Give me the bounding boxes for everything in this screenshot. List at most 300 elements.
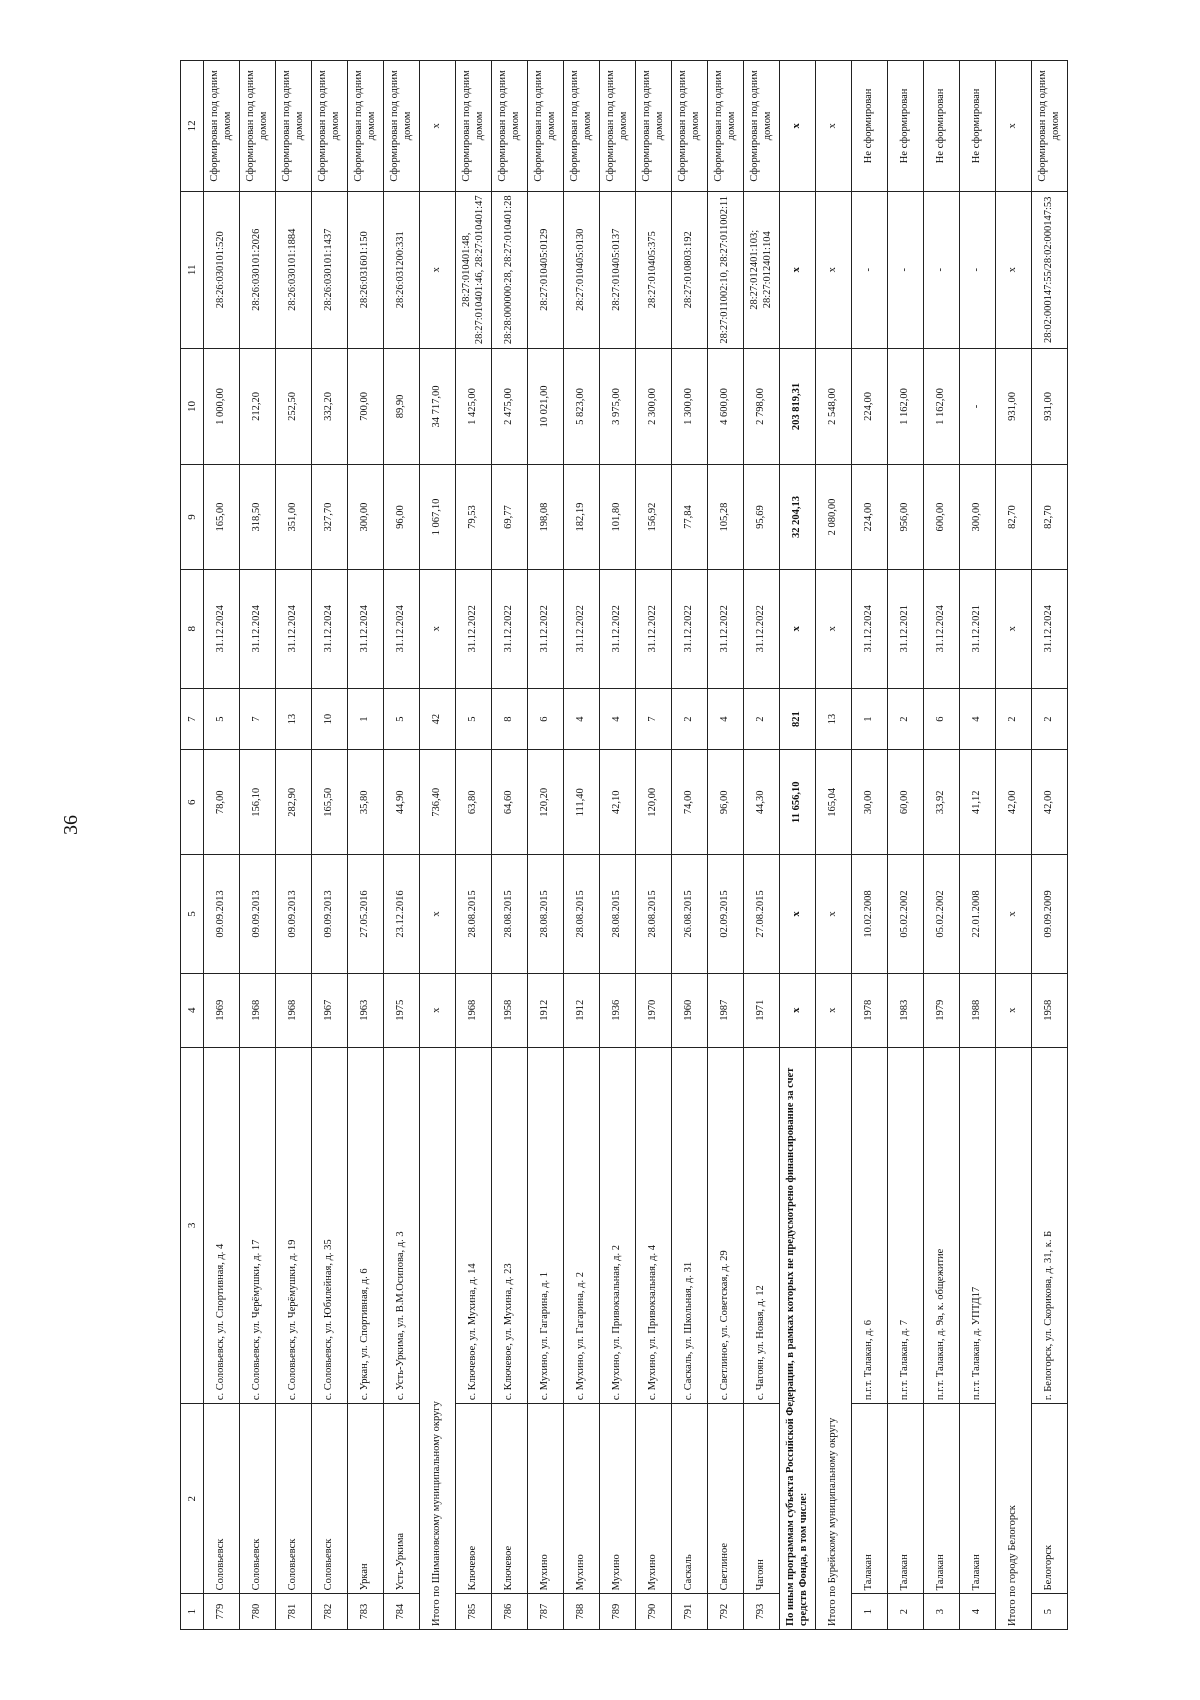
cell-c8: 31.12.2024 xyxy=(240,569,276,688)
table-row xyxy=(348,61,384,1630)
cell-c12: Сформирован под одним домом xyxy=(528,61,564,192)
cell-c4: 1987 xyxy=(708,973,744,1047)
cell-c8: 31.12.2022 xyxy=(456,569,492,688)
cell-c4: 1912 xyxy=(564,973,600,1047)
row-number: 5 xyxy=(1032,1594,1068,1630)
cell-c11: 28:27:012401:103; 28:27:012401:104 xyxy=(744,191,780,348)
cell-c11: 28:28:000000:28, 28:27:010401:28 xyxy=(492,191,528,348)
cell-c8: 31.12.2022 xyxy=(744,569,780,688)
settlement-cell: Уркан xyxy=(348,1404,384,1594)
cell-c10: 931,00 xyxy=(1032,348,1068,464)
table-row xyxy=(708,61,744,1630)
address-cell: с. Уркан, ул. Спортивная, д. 6 xyxy=(348,1047,384,1404)
header-cell: 11 xyxy=(181,191,204,348)
cell-c6: 44,30 xyxy=(744,750,780,855)
settlement-cell: Усть-Уркима xyxy=(384,1404,420,1594)
cell-c4: 1983 xyxy=(888,973,924,1047)
cell-c9: 95,69 xyxy=(744,465,780,570)
cell-c12: Сформирован под одним домом xyxy=(1032,61,1068,192)
header-cell: 12 xyxy=(181,61,204,192)
cell-c10: 1 000,00 xyxy=(204,348,240,464)
cell-c6: 74,00 xyxy=(672,750,708,855)
cell-c6: 42,00 xyxy=(996,750,1032,855)
header-cell: 10 xyxy=(181,348,204,464)
cell-c12: Сформирован под одним домом xyxy=(672,61,708,192)
row-number: 790 xyxy=(636,1594,672,1630)
cell-c5: x xyxy=(816,855,852,974)
cell-c8: 31.12.2024 xyxy=(348,569,384,688)
cell-c11: 28:02:000147:55/28:02:000147:53 xyxy=(1032,191,1068,348)
cell-c11: x xyxy=(780,191,816,348)
cell-c12: x xyxy=(780,61,816,192)
cell-c10: 1 162,00 xyxy=(924,348,960,464)
cell-c8: 31.12.2024 xyxy=(384,569,420,688)
cell-c11: 28:26:030101:2026 xyxy=(240,191,276,348)
cell-c9: 182,19 xyxy=(564,465,600,570)
cell-c7: 6 xyxy=(528,688,564,750)
cell-c8: 31.12.2021 xyxy=(888,569,924,688)
row-number: 784 xyxy=(384,1594,420,1630)
table-row xyxy=(240,61,276,1630)
cell-c12: Сформирован под одним домом xyxy=(636,61,672,192)
cell-c5: 28.08.2015 xyxy=(564,855,600,974)
cell-c12: Сформирован под одним домом xyxy=(564,61,600,192)
cell-c7: 10 xyxy=(312,688,348,750)
cell-c9: 101,80 xyxy=(600,465,636,570)
cell-c5: 09.09.2013 xyxy=(276,855,312,974)
cell-c4: 1988 xyxy=(960,973,996,1047)
address-cell: с. Чагоян, ул. Новая, д. 12 xyxy=(744,1047,780,1404)
cell-c5: x xyxy=(996,855,1032,974)
cell-c10: 5 823,00 xyxy=(564,348,600,464)
settlement-cell: Талакан xyxy=(960,1404,996,1594)
cell-c7: 5 xyxy=(456,688,492,750)
cell-c4: 1960 xyxy=(672,973,708,1047)
cell-c12: Сформирован под одним домом xyxy=(456,61,492,192)
cell-c12: Сформирован под одним домом xyxy=(744,61,780,192)
cell-c5: 26.08.2015 xyxy=(672,855,708,974)
cell-c9: 77,84 xyxy=(672,465,708,570)
cell-c5: 27.05.2016 xyxy=(348,855,384,974)
rotated-table-container xyxy=(180,60,1200,1630)
row-number: 781 xyxy=(276,1594,312,1630)
cell-c11: 28:27:010405:0130 xyxy=(564,191,600,348)
settlement-cell: Белогорск xyxy=(1032,1404,1068,1594)
cell-c10: 224,00 xyxy=(852,348,888,464)
cell-c4: 1936 xyxy=(600,973,636,1047)
address-cell: с. Светлиное, ул. Советская, д. 29 xyxy=(708,1047,744,1404)
cell-c7: 5 xyxy=(384,688,420,750)
total-label: По иным программам субъекта Российской Федерации, в рамках которых не предусмотрено финансирование за счет средств Фонда, в том числе: xyxy=(780,1047,816,1629)
cell-c10: 34 717,00 xyxy=(420,348,456,464)
table-row xyxy=(564,61,600,1630)
cell-c9: 96,00 xyxy=(384,465,420,570)
housing-table xyxy=(180,60,1068,1630)
address-cell: п.г.т. Талакан, д. 7 xyxy=(888,1047,924,1404)
cell-c12: x xyxy=(420,61,456,192)
total-row xyxy=(816,61,852,1630)
cell-c9: 2 080,00 xyxy=(816,465,852,570)
cell-c6: 63,80 xyxy=(456,750,492,855)
cell-c12: Сформирован под одним домом xyxy=(276,61,312,192)
cell-c10: 1 162,00 xyxy=(888,348,924,464)
settlement-cell: Соловьевск xyxy=(240,1404,276,1594)
cell-c6: 30,00 xyxy=(852,750,888,855)
row-number: 779 xyxy=(204,1594,240,1630)
cell-c4: 1967 xyxy=(312,973,348,1047)
cell-c5: 23.12.2016 xyxy=(384,855,420,974)
cell-c9: 300,00 xyxy=(348,465,384,570)
cell-c10: 212,20 xyxy=(240,348,276,464)
settlement-cell: Соловьевск xyxy=(276,1404,312,1594)
row-number: 783 xyxy=(348,1594,384,1630)
cell-c7: 1 xyxy=(348,688,384,750)
cell-c4: 1970 xyxy=(636,973,672,1047)
cell-c12: Сформирован под одним домом xyxy=(384,61,420,192)
cell-c7: 4 xyxy=(600,688,636,750)
cell-c11: 28:27:010405:0129 xyxy=(528,191,564,348)
cell-c10: 3 975,00 xyxy=(600,348,636,464)
cell-c11: x xyxy=(420,191,456,348)
settlement-cell: Талакан xyxy=(852,1404,888,1594)
cell-c12: Не сформирован xyxy=(852,61,888,192)
cell-c4: 1968 xyxy=(276,973,312,1047)
address-cell: п.г.т. Талакан, д. 6 xyxy=(852,1047,888,1404)
cell-c11: - xyxy=(888,191,924,348)
cell-c10: 1 300,00 xyxy=(672,348,708,464)
header-cell: 9 xyxy=(181,465,204,570)
total-row xyxy=(780,61,816,1630)
cell-c12: Не сформирован xyxy=(960,61,996,192)
cell-c10: 332,20 xyxy=(312,348,348,464)
cell-c7: 2 xyxy=(996,688,1032,750)
cell-c7: 5 xyxy=(204,688,240,750)
cell-c6: 165,50 xyxy=(312,750,348,855)
settlement-cell: Соловьевск xyxy=(312,1404,348,1594)
cell-c11: 28:26:031200:331 xyxy=(384,191,420,348)
address-cell: с. Соловьевск, ул. Юбилейная, д. 35 xyxy=(312,1047,348,1404)
cell-c4: x xyxy=(816,973,852,1047)
cell-c11: 28:26:031601:150 xyxy=(348,191,384,348)
header-cell: 6 xyxy=(181,750,204,855)
header-cell: 4 xyxy=(181,973,204,1047)
cell-c4: 1958 xyxy=(1032,973,1068,1047)
cell-c4: 1912 xyxy=(528,973,564,1047)
cell-c4: 1968 xyxy=(456,973,492,1047)
cell-c8: 31.12.2022 xyxy=(708,569,744,688)
cell-c12: x xyxy=(996,61,1032,192)
header-cell: 3 xyxy=(181,1047,204,1404)
table-row xyxy=(852,61,888,1630)
cell-c9: 156,92 xyxy=(636,465,672,570)
address-cell: с. Мухино, ул. Гагарина, д. 2 xyxy=(564,1047,600,1404)
total-label: Итого по Бурейскому муниципальному округу xyxy=(816,1047,852,1629)
cell-c6: 736,40 xyxy=(420,750,456,855)
settlement-cell: Мухино xyxy=(636,1404,672,1594)
table-row xyxy=(312,61,348,1630)
cell-c9: 82,70 xyxy=(996,465,1032,570)
cell-c10: 203 819,31 xyxy=(780,348,816,464)
cell-c7: 13 xyxy=(816,688,852,750)
row-number: 792 xyxy=(708,1594,744,1630)
cell-c7: 2 xyxy=(672,688,708,750)
cell-c4: 1963 xyxy=(348,973,384,1047)
cell-c6: 42,00 xyxy=(1032,750,1068,855)
cell-c5: 28.08.2015 xyxy=(492,855,528,974)
header-cell: 2 xyxy=(181,1404,204,1594)
address-cell: с. Ключевое, ул. Мухина, д. 14 xyxy=(456,1047,492,1404)
settlement-cell: Саскаль xyxy=(672,1404,708,1594)
cell-c9: 165,00 xyxy=(204,465,240,570)
settlement-cell: Светлиное xyxy=(708,1404,744,1594)
table-row xyxy=(204,61,240,1630)
cell-c9: 79,53 xyxy=(456,465,492,570)
cell-c5: 28.08.2015 xyxy=(456,855,492,974)
cell-c4: x xyxy=(420,973,456,1047)
settlement-cell: Ключевое xyxy=(456,1404,492,1594)
cell-c12: Сформирован под одним домом xyxy=(492,61,528,192)
table-row xyxy=(600,61,636,1630)
cell-c4: 1978 xyxy=(852,973,888,1047)
cell-c6: 96,00 xyxy=(708,750,744,855)
cell-c7: 4 xyxy=(564,688,600,750)
address-cell: с. Соловьевск, ул. Спортивная, д. 4 xyxy=(204,1047,240,1404)
cell-c11: 28:27:010405:375 xyxy=(636,191,672,348)
cell-c11: 28:27:010401:48, 28:27:010401:46, 28:27:010401:47 xyxy=(456,191,492,348)
header-cell: 8 xyxy=(181,569,204,688)
cell-c4: 1979 xyxy=(924,973,960,1047)
settlement-cell: Ключевое xyxy=(492,1404,528,1594)
cell-c7: 2 xyxy=(1032,688,1068,750)
table-row xyxy=(636,61,672,1630)
cell-c4: 1971 xyxy=(744,973,780,1047)
cell-c11: - xyxy=(960,191,996,348)
cell-c8: 31.12.2024 xyxy=(312,569,348,688)
cell-c7: 2 xyxy=(888,688,924,750)
cell-c7: 4 xyxy=(708,688,744,750)
cell-c5: 05.02.2002 xyxy=(924,855,960,974)
cell-c6: 120,00 xyxy=(636,750,672,855)
settlement-cell: Талакан xyxy=(888,1404,924,1594)
cell-c10: 89,90 xyxy=(384,348,420,464)
cell-c6: 33,92 xyxy=(924,750,960,855)
header-cell: 7 xyxy=(181,688,204,750)
cell-c8: 31.12.2022 xyxy=(672,569,708,688)
address-cell: с. Мухино, ул. Привокзальная, д. 4 xyxy=(636,1047,672,1404)
cell-c12: Сформирован под одним домом xyxy=(312,61,348,192)
row-number: 1 xyxy=(852,1594,888,1630)
cell-c11: x xyxy=(816,191,852,348)
cell-c6: 64,60 xyxy=(492,750,528,855)
cell-c10: 700,00 xyxy=(348,348,384,464)
cell-c7: 42 xyxy=(420,688,456,750)
cell-c4: 1968 xyxy=(240,973,276,1047)
cell-c6: 60,00 xyxy=(888,750,924,855)
cell-c7: 2 xyxy=(744,688,780,750)
cell-c9: 224,00 xyxy=(852,465,888,570)
row-number: 788 xyxy=(564,1594,600,1630)
settlement-cell: Мухино xyxy=(528,1404,564,1594)
column-number-header xyxy=(181,61,204,1630)
table-row xyxy=(384,61,420,1630)
cell-c12: Не сформирован xyxy=(888,61,924,192)
row-number: 793 xyxy=(744,1594,780,1630)
cell-c7: 7 xyxy=(636,688,672,750)
cell-c5: 10.02.2008 xyxy=(852,855,888,974)
table-row xyxy=(672,61,708,1630)
table-row xyxy=(492,61,528,1630)
cell-c12: Сформирован под одним домом xyxy=(708,61,744,192)
cell-c5: 28.08.2015 xyxy=(600,855,636,974)
cell-c12: Не сформирован xyxy=(924,61,960,192)
cell-c12: Сформирован под одним домом xyxy=(348,61,384,192)
cell-c6: 111,40 xyxy=(564,750,600,855)
cell-c12: Сформирован под одним домом xyxy=(204,61,240,192)
settlement-cell: Талакан xyxy=(924,1404,960,1594)
cell-c8: 31.12.2024 xyxy=(1032,569,1068,688)
total-label: Итого по городу Белогорск xyxy=(996,1047,1032,1629)
cell-c6: 41,12 xyxy=(960,750,996,855)
cell-c12: x xyxy=(816,61,852,192)
cell-c12: Сформирован под одним домом xyxy=(600,61,636,192)
cell-c7: 7 xyxy=(240,688,276,750)
cell-c6: 165,04 xyxy=(816,750,852,855)
cell-c11: x xyxy=(996,191,1032,348)
cell-c9: 198,08 xyxy=(528,465,564,570)
cell-c11: 28:27:010803:192 xyxy=(672,191,708,348)
cell-c6: 78,00 xyxy=(204,750,240,855)
table-row xyxy=(888,61,924,1630)
cell-c10: 252,50 xyxy=(276,348,312,464)
cell-c6: 44,90 xyxy=(384,750,420,855)
cell-c10: 2 475,00 xyxy=(492,348,528,464)
cell-c11: - xyxy=(852,191,888,348)
cell-c4: x xyxy=(996,973,1032,1047)
page-number: 36 xyxy=(60,815,82,835)
table-row xyxy=(456,61,492,1630)
cell-c8: 31.12.2024 xyxy=(276,569,312,688)
total-row xyxy=(420,61,456,1630)
cell-c5: 02.09.2015 xyxy=(708,855,744,974)
table-row xyxy=(1032,61,1068,1630)
cell-c10: 1 425,00 xyxy=(456,348,492,464)
cell-c9: 956,00 xyxy=(888,465,924,570)
cell-c11: 28:27:010405:0137 xyxy=(600,191,636,348)
cell-c4: x xyxy=(780,973,816,1047)
row-number: 782 xyxy=(312,1594,348,1630)
row-number: 786 xyxy=(492,1594,528,1630)
cell-c7: 13 xyxy=(276,688,312,750)
cell-c11: 28:26:030101:520 xyxy=(204,191,240,348)
cell-c5: 05.02.2002 xyxy=(888,855,924,974)
cell-c9: 32 204,13 xyxy=(780,465,816,570)
cell-c5: 09.09.2013 xyxy=(204,855,240,974)
cell-c5: x xyxy=(420,855,456,974)
cell-c9: 82,70 xyxy=(1032,465,1068,570)
settlement-cell: Мухино xyxy=(564,1404,600,1594)
cell-c9: 105,28 xyxy=(708,465,744,570)
table-row xyxy=(744,61,780,1630)
row-number: 2 xyxy=(888,1594,924,1630)
table-row xyxy=(924,61,960,1630)
cell-c5: 09.09.2013 xyxy=(240,855,276,974)
cell-c6: 156,10 xyxy=(240,750,276,855)
cell-c5: 27.08.2015 xyxy=(744,855,780,974)
cell-c7: 6 xyxy=(924,688,960,750)
header-cell: 1 xyxy=(181,1594,204,1630)
address-cell: п.г.т. Талакан, д. УПТД17 xyxy=(960,1047,996,1404)
cell-c6: 120,20 xyxy=(528,750,564,855)
table-row xyxy=(528,61,564,1630)
cell-c6: 282,90 xyxy=(276,750,312,855)
address-cell: с. Соловьевск, ул. Черёмушки, д. 17 xyxy=(240,1047,276,1404)
address-cell: с. Ключевое, ул. Мухина, д. 23 xyxy=(492,1047,528,1404)
row-number: 787 xyxy=(528,1594,564,1630)
cell-c10: 10 021,00 xyxy=(528,348,564,464)
header-cell: 5 xyxy=(181,855,204,974)
cell-c10: 4 600,00 xyxy=(708,348,744,464)
cell-c12: Сформирован под одним домом xyxy=(240,61,276,192)
cell-c10: 931,00 xyxy=(996,348,1032,464)
table-row xyxy=(960,61,996,1630)
cell-c10: 2 798,00 xyxy=(744,348,780,464)
cell-c11: 28:26:030101:1437 xyxy=(312,191,348,348)
cell-c9: 300,00 xyxy=(960,465,996,570)
cell-c9: 69,77 xyxy=(492,465,528,570)
cell-c8: x xyxy=(420,569,456,688)
row-number: 791 xyxy=(672,1594,708,1630)
cell-c8: 31.12.2022 xyxy=(564,569,600,688)
row-number: 3 xyxy=(924,1594,960,1630)
address-cell: п.г.т. Талакан, д. 9а, к. общежитие xyxy=(924,1047,960,1404)
cell-c8: 31.12.2024 xyxy=(924,569,960,688)
cell-c10: 2 548,00 xyxy=(816,348,852,464)
cell-c5: 09.09.2013 xyxy=(312,855,348,974)
cell-c8: x xyxy=(996,569,1032,688)
settlement-cell: Соловьевск xyxy=(204,1404,240,1594)
total-label: Итого по Шимановскому муниципальному округу xyxy=(420,1047,456,1629)
cell-c9: 1 067,10 xyxy=(420,465,456,570)
cell-c11: 28:27:011002:10, 28:27:011002:11 xyxy=(708,191,744,348)
cell-c10: - xyxy=(960,348,996,464)
address-cell: с. Соловьевск, ул. Черёмушки, д. 19 xyxy=(276,1047,312,1404)
cell-c5: x xyxy=(780,855,816,974)
cell-c5: 09.09.2009 xyxy=(1032,855,1068,974)
cell-c8: 31.12.2024 xyxy=(852,569,888,688)
settlement-cell: Мухино xyxy=(600,1404,636,1594)
row-number: 780 xyxy=(240,1594,276,1630)
address-cell: с. Мухино, ул. Гагарина, д. 1 xyxy=(528,1047,564,1404)
cell-c9: 327,70 xyxy=(312,465,348,570)
address-cell: с. Усть-Уркима, ул. В.М.Осипова, д. 3 xyxy=(384,1047,420,1404)
total-row xyxy=(996,61,1032,1630)
row-number: 789 xyxy=(600,1594,636,1630)
cell-c10: 2 300,00 xyxy=(636,348,672,464)
cell-c9: 318,50 xyxy=(240,465,276,570)
cell-c6: 35,80 xyxy=(348,750,384,855)
cell-c4: 1969 xyxy=(204,973,240,1047)
cell-c9: 351,00 xyxy=(276,465,312,570)
cell-c8: 31.12.2024 xyxy=(204,569,240,688)
cell-c5: 28.08.2015 xyxy=(528,855,564,974)
table-row xyxy=(276,61,312,1630)
cell-c7: 8 xyxy=(492,688,528,750)
cell-c7: 4 xyxy=(960,688,996,750)
cell-c7: 821 xyxy=(780,688,816,750)
cell-c8: x xyxy=(816,569,852,688)
cell-c7: 1 xyxy=(852,688,888,750)
cell-c5: 22.01.2008 xyxy=(960,855,996,974)
